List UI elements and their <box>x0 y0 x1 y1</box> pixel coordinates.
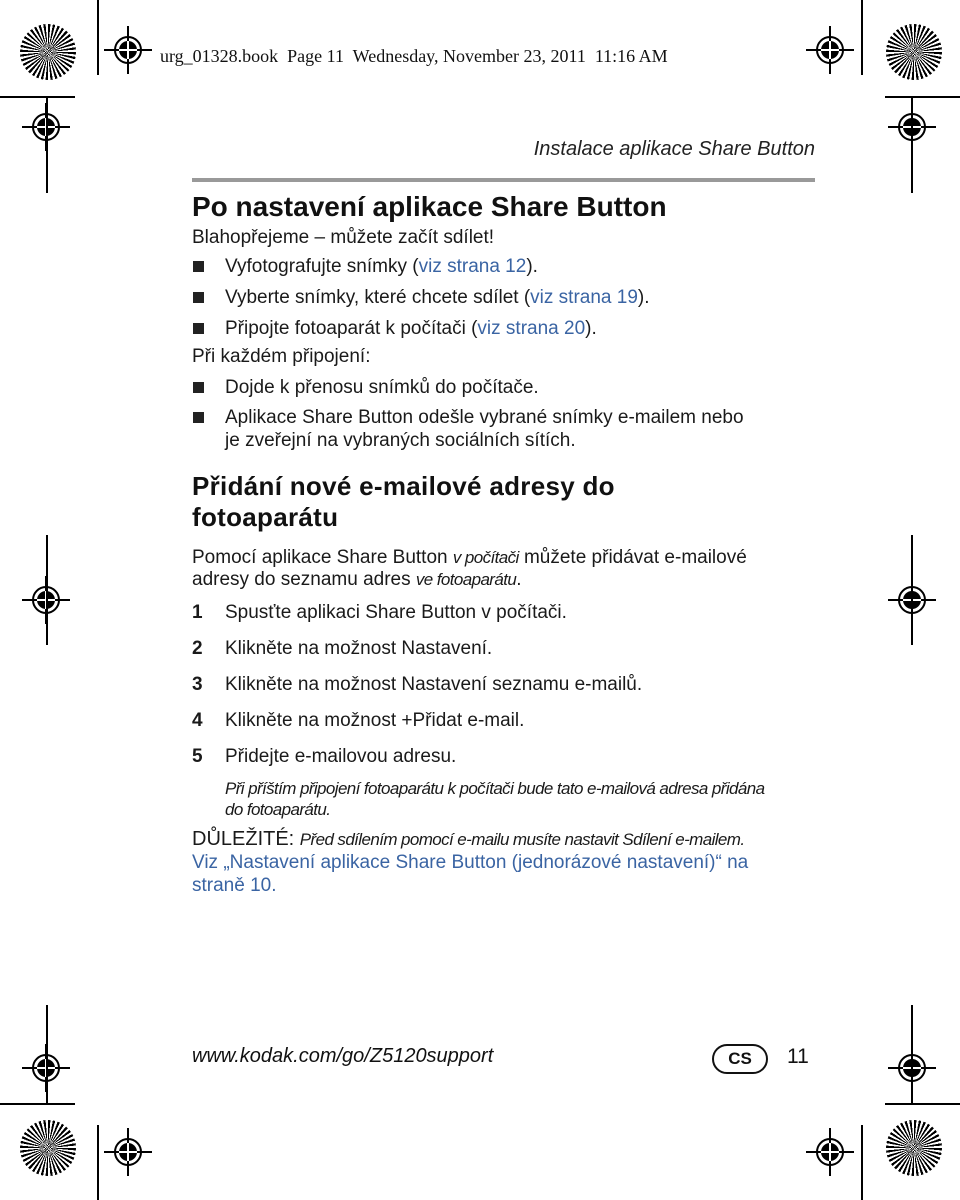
step-item <box>192 602 822 624</box>
list-item-text: ). <box>526 256 538 277</box>
registration-mark-bottom-right <box>816 1138 844 1166</box>
list-item-text: ). <box>637 287 650 308</box>
intro-text: Pomocí aplikace Share Button <box>192 547 453 568</box>
list-item-text: Vyfotografujte snímky ( <box>225 256 419 277</box>
section-title-line: fotoaparátu <box>192 502 339 532</box>
list-item <box>192 286 822 309</box>
important-text: Před sdílením pomocí e-mailu musíte nastavit Sdílení e-mailem. <box>299 830 745 849</box>
color-target-bottom-left <box>20 1120 76 1176</box>
color-target-top-left <box>20 24 76 80</box>
bullet-square-icon <box>193 261 204 272</box>
crop-line <box>911 98 913 193</box>
section-title-after-setup: Po nastavení aplikace Share Button <box>192 191 667 222</box>
color-target-bottom-right <box>886 1120 942 1176</box>
step-item <box>192 674 822 696</box>
crop-line <box>861 1125 863 1200</box>
crop-line <box>46 1005 48 1105</box>
list-item <box>192 376 822 399</box>
intro-text: . <box>516 569 522 590</box>
step-text: Spusťte aplikaci Share Button v počítači. <box>225 602 567 623</box>
page-link[interactable]: viz strana 20 <box>477 318 586 339</box>
color-target-top-right <box>886 24 942 80</box>
language-badge: CS <box>712 1044 768 1074</box>
intro-emphasis: v počítači <box>452 548 519 567</box>
step-item <box>192 710 822 732</box>
list-item-text: Vyberte snímky, které chcete sdílet ( <box>225 287 531 308</box>
list-item <box>192 406 822 452</box>
step-number: 1 <box>192 602 203 623</box>
crop-line <box>911 1005 913 1105</box>
steps-list <box>192 602 822 768</box>
step-text: Klikněte na možnost +Přidat e-mail. <box>225 710 525 731</box>
note-line: Při příštím připojení fotoaparátu k počítači bude tato e-mailová adresa přidána <box>225 779 765 798</box>
crop-line <box>0 1103 75 1105</box>
step-text: Klikněte na možnost Nastavení. <box>225 638 493 659</box>
step-number: 3 <box>192 674 203 695</box>
page-link[interactable]: viz strana 12 <box>418 256 527 277</box>
crop-line <box>97 1125 99 1200</box>
list-item-text: je zveřejní na vybraných sociálních sítích. <box>225 430 576 451</box>
list-item <box>192 255 822 278</box>
step-text: Klikněte na možnost Nastavení seznamu e-mailů. <box>225 674 643 695</box>
step-number: 2 <box>192 638 203 659</box>
step-number: 4 <box>192 710 203 731</box>
registration-mark-top-left <box>114 36 142 64</box>
print-slug: urg_01328.book Page 11 Wednesday, November 23, 2011 11:16 AM <box>160 46 668 66</box>
crop-line <box>885 1103 960 1105</box>
running-header: Instalace aplikace Share Button <box>533 138 815 160</box>
crop-line <box>0 96 75 98</box>
important-notice <box>192 828 822 897</box>
registration-mark-bottom-left <box>114 1138 142 1166</box>
bullet-square-icon <box>193 382 204 393</box>
bullet-square-icon <box>193 412 204 423</box>
list-item-text: ). <box>585 318 597 339</box>
support-url[interactable]: www.kodak.com/go/Z5120support <box>192 1045 494 1067</box>
add-email-intro <box>192 547 822 591</box>
congrats-text: Blahopřejeme – můžete začít sdílet! <box>192 227 495 248</box>
section-title-line: Přidání nové e-mailové adresy do <box>192 471 615 501</box>
crop-line <box>885 96 960 98</box>
list-item <box>192 317 822 340</box>
on-connect-label: Při každém připojení: <box>192 346 371 367</box>
note-line: do fotoaparátu. <box>225 800 331 819</box>
bullet-square-icon <box>193 292 204 303</box>
list-item-text: Dojde k přenosu snímků do počítače. <box>225 377 539 398</box>
section-title-add-email <box>192 471 822 533</box>
crop-line <box>861 0 863 75</box>
crop-line <box>911 535 913 645</box>
crop-line <box>46 535 48 645</box>
setup-reference-link[interactable]: straně 10. <box>192 875 277 896</box>
first-steps-list <box>192 255 822 340</box>
intro-emphasis: ve fotoaparátu <box>415 570 517 589</box>
crop-line <box>97 0 99 75</box>
list-item-text: Aplikace Share Button odešle vybrané snímky e-mailem nebo <box>225 407 744 428</box>
page-content <box>192 188 822 897</box>
page-link[interactable]: viz strana 19 <box>530 287 638 308</box>
list-item-text: Připojte fotoaparát k počítači ( <box>225 318 478 339</box>
step-item <box>192 746 822 768</box>
header-rule <box>192 178 815 182</box>
page-number: 11 <box>787 1045 809 1068</box>
step-item <box>192 638 822 660</box>
registration-mark-top-right <box>816 36 844 64</box>
intro-text: adresy do seznamu adres <box>192 569 416 590</box>
step-note <box>192 778 822 820</box>
on-connect-list <box>192 376 822 452</box>
bullet-square-icon <box>193 323 204 334</box>
intro-text: můžete přidávat e-mailové <box>518 547 747 568</box>
setup-reference-link[interactable]: Viz „Nastavení aplikace Share Button (jednorázové nastavení)“ na <box>192 852 749 873</box>
important-label: DŮLEŽITÉ: <box>192 828 300 850</box>
crop-line <box>46 98 48 193</box>
step-number: 5 <box>192 746 203 767</box>
step-text: Přidejte e-mailovou adresu. <box>225 746 457 767</box>
